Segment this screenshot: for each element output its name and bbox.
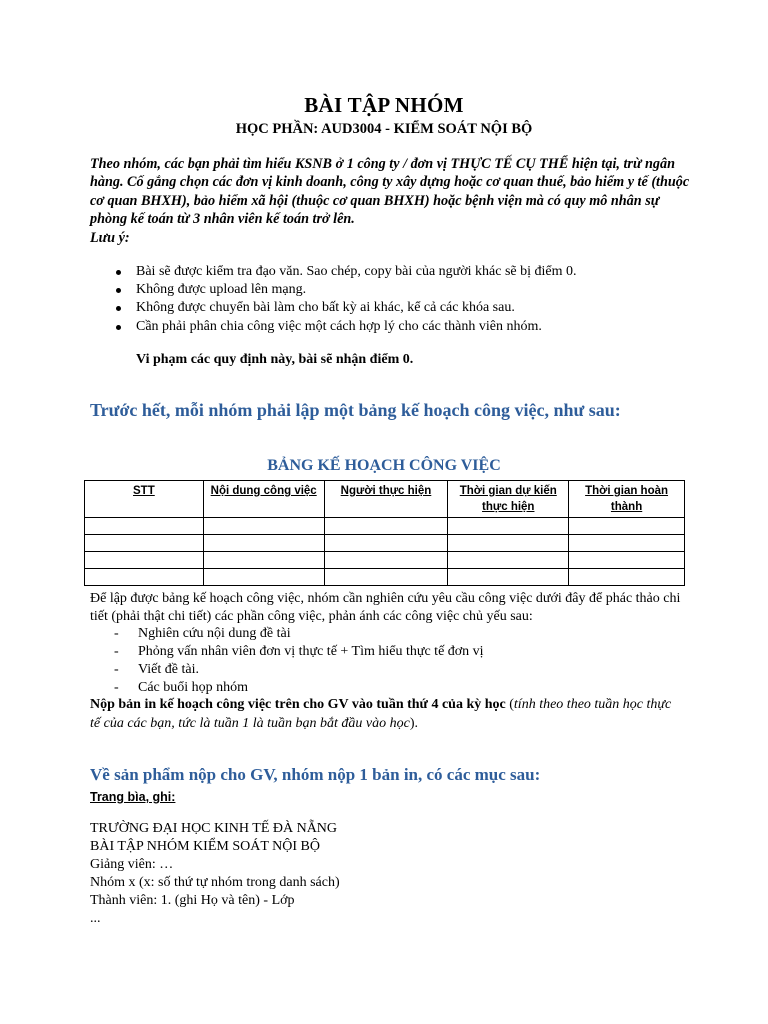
table-header-row	[85, 481, 685, 518]
table-row	[85, 569, 685, 586]
task-item: - Phỏng vấn nhân viên đơn vị thực tế + Tìm hiểu thực tế đơn vị	[114, 643, 484, 661]
submit-paragraph	[90, 696, 680, 733]
task-item: - Nghiên cứu nội dung đề tài	[114, 625, 484, 643]
intro-text: Theo nhóm, các bạn phải tìm hiểu KSNB ở 1 công ty / đơn vị THỰC TẾ CỤ THỂ hiện tại, trừ ngân hàng. Cố gắng chọn các đơn vị kinh doanh, công ty xây dựng hoặc cơ quan thuế, bảo hiểm y tế (thuộc cơ quan BHXH), bảo hiểm xã hội (thuộc cơ quan BHXH) hoặc bệnh viện mà có quy mô nhân sự phòng kế toán từ 3 nhân viên kế toán trở lên.	[90, 156, 690, 228]
submit-italic-text: tính theo theo tuần học thực tế của các bạn, tức là tuần 1 là tuần bạn bắt đầu vào học	[90, 697, 672, 731]
rule-item: Cần phải phân chia công việc một cách hợp lý cho các thành viên nhóm.	[116, 318, 696, 336]
submit-close-paren: ).	[409, 715, 419, 731]
table-title: BẢNG KẾ HOẠCH CÔNG VIỆC	[267, 457, 501, 474]
rule-item: Không được chuyển bài làm cho bất kỳ ai khác, kể cả các khóa sau.	[116, 299, 696, 317]
table-header-cell: Người thực hiện	[324, 481, 448, 518]
table-row	[85, 552, 685, 569]
rule-item: Không được upload lên mạng.	[116, 281, 696, 299]
cover-line: Nhóm x (x: số thứ tự nhóm trong danh sách)	[90, 875, 340, 890]
plan-paragraph: Để lập được bảng kế hoạch công việc, nhóm cần nghiên cứu yêu cầu công việc dưới đây để phác thảo chi tiết (phải thật chi tiết) các phần công việc, phản ánh các công việc chủ yếu sau:	[90, 591, 681, 624]
work-plan-table	[84, 480, 685, 586]
cover-line: Thành viên: 1. (ghi Họ và tên) - Lớp	[90, 893, 295, 908]
note-label: Lưu ý:	[90, 229, 130, 246]
task-item: - Các buổi họp nhóm	[114, 679, 484, 697]
cover-line: ...	[90, 911, 101, 926]
course-subtitle: HỌC PHẦN: AUD3004 - KIỂM SOÁT NỘI BỘ	[235, 121, 533, 137]
tasks-list	[114, 625, 484, 697]
cover-lines	[90, 820, 340, 928]
page-title: BÀI TẬP NHÓM	[304, 93, 464, 117]
submit-bold-text: Nộp bản in kế hoạch công việc trên cho GV vào tuần thứ 4 của kỳ học	[90, 697, 506, 712]
heading-plan: Trước hết, mỗi nhóm phải lập một bảng kế hoạch công việc, như sau:	[90, 400, 621, 420]
cover-line: BÀI TẬP NHÓM KIỂM SOÁT NỘI BỘ	[90, 839, 320, 854]
task-item: - Viết đề tài.	[114, 661, 484, 679]
intro-paragraph	[90, 155, 690, 247]
table-header-cell: Thời gian hoàn thành	[569, 481, 685, 518]
cover-line: TRƯỜNG ĐẠI HỌC KINH TẾ ĐÀ NẴNG	[90, 821, 338, 836]
rule-item: Bài sẽ được kiểm tra đạo văn. Sao chép, copy bài của người khác sẽ bị điểm 0.	[116, 263, 696, 281]
heading-product: Về sản phẩm nộp cho GV, nhóm nộp 1 bản in, có các mục sau:	[90, 765, 541, 784]
submit-open-paren: (	[505, 697, 514, 712]
table-row	[85, 518, 685, 535]
violation-warning: Vi phạm các quy định này, bài sẽ nhận điểm 0.	[136, 352, 414, 367]
table-header-cell: STT	[85, 481, 204, 518]
cover-line: Giảng viên: …	[90, 857, 174, 872]
table-row	[85, 535, 685, 552]
table-header-cell: Nội dung công việc	[203, 481, 324, 518]
cover-label: Trang bìa, ghi:	[90, 790, 176, 804]
rules-list	[116, 263, 696, 336]
table-header-cell: Thời gian dự kiến thực hiện	[448, 481, 569, 518]
